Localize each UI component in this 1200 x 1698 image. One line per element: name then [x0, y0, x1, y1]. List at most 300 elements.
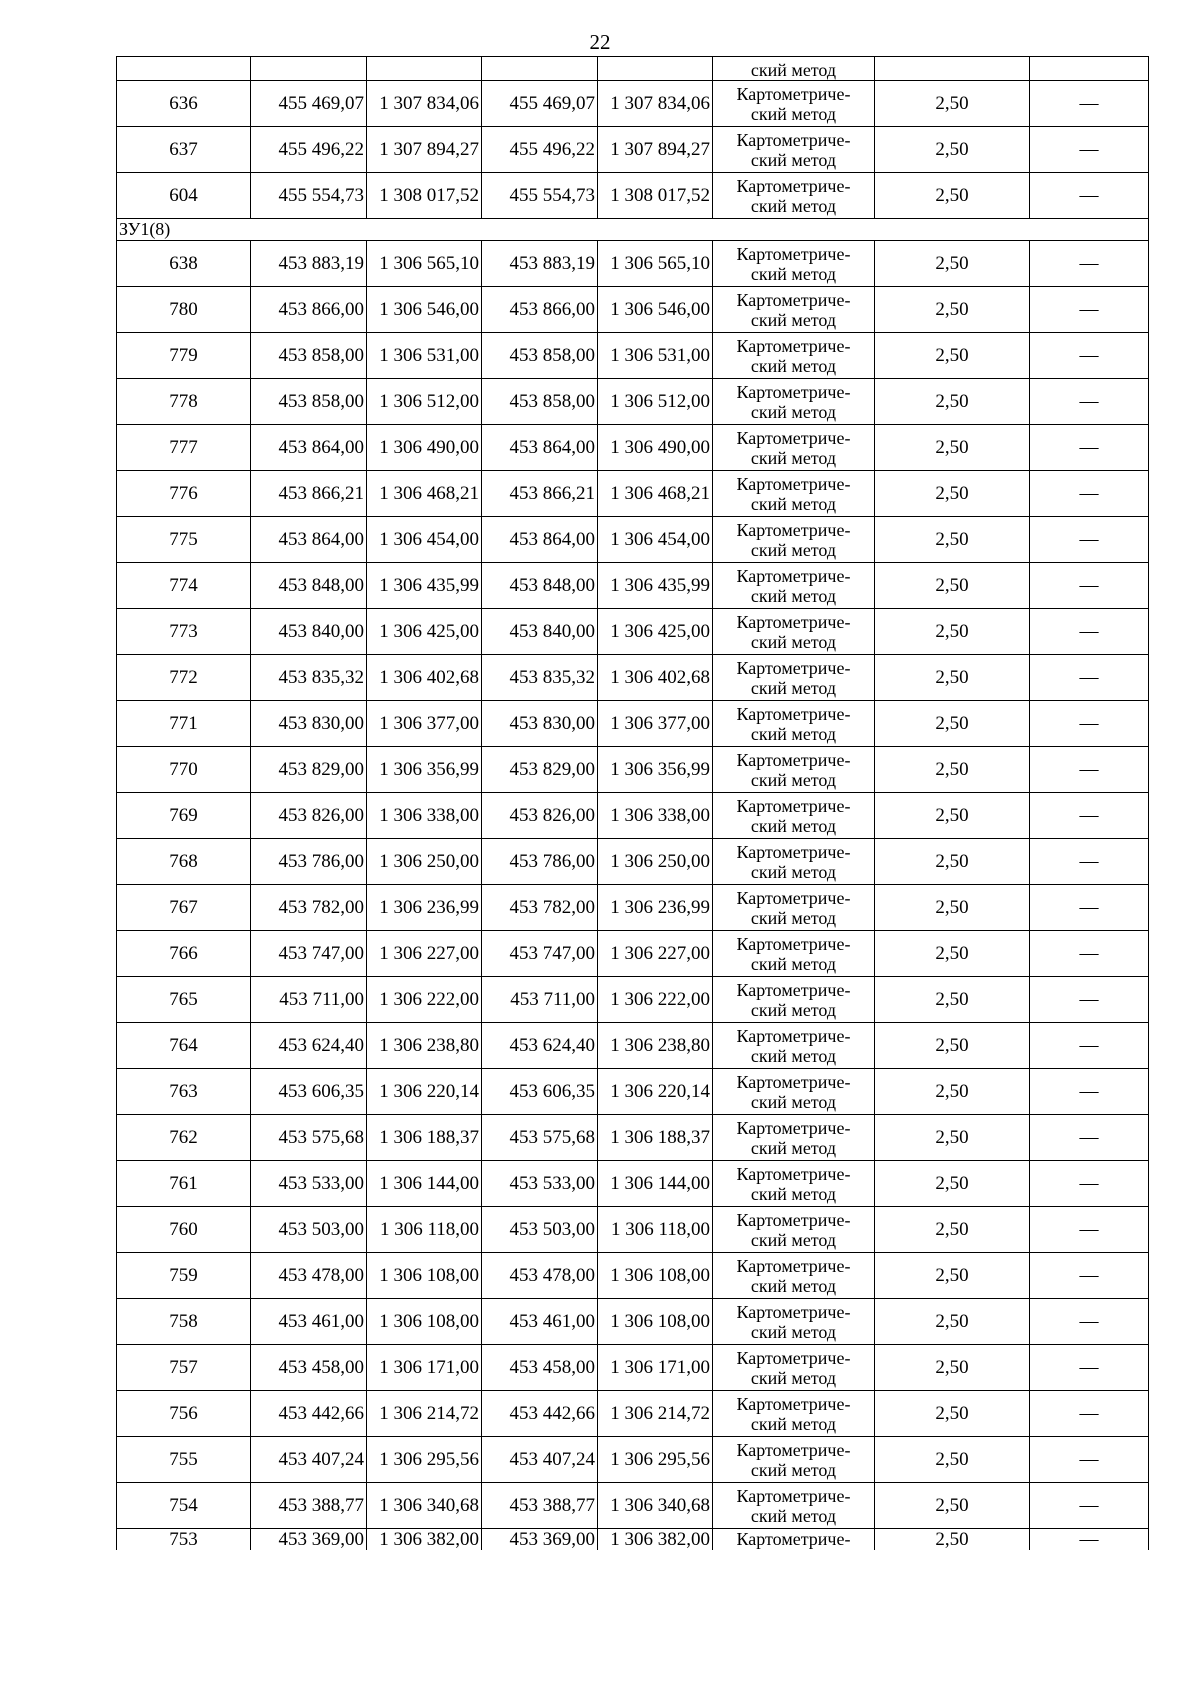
cell-x-existing: 453 864,00: [251, 517, 367, 563]
cell-y-new: 1 306 402,68: [598, 655, 713, 701]
cell-x-existing: 455 469,07: [251, 81, 367, 127]
cell-point: 769: [117, 793, 251, 839]
cell-method: [713, 471, 875, 517]
cell-x-new: 453 830,00: [482, 701, 598, 747]
cell-x-existing: 455 554,73: [251, 173, 367, 219]
cell-accuracy: 2,50: [875, 1483, 1030, 1529]
cell-point: 754: [117, 1483, 251, 1529]
cell-x-new: 453 864,00: [482, 425, 598, 471]
cell-y-existing: 1 306 377,00: [367, 701, 482, 747]
cell-x-new: 453 442,66: [482, 1391, 598, 1437]
method-line-1: Картометриче-: [736, 933, 851, 954]
cell-accuracy: 2,50: [875, 563, 1030, 609]
cell-note: —: [1030, 1161, 1149, 1207]
cell-point: 767: [117, 885, 251, 931]
cell-y-existing: 1 306 402,68: [367, 655, 482, 701]
cell-x-existing: 453 848,00: [251, 563, 367, 609]
method-line-1: Картометриче-: [736, 381, 851, 402]
table-row: [117, 1069, 1149, 1115]
cell-note: —: [1030, 1345, 1149, 1391]
cell-note: —: [1030, 517, 1149, 563]
cell-accuracy: 2,50: [875, 1069, 1030, 1115]
page-number: 22: [589, 30, 611, 54]
cell-y-existing: 1 307 894,27: [367, 127, 482, 173]
cell-accuracy: 2,50: [875, 1437, 1030, 1483]
cell-x-new: 453 711,00: [482, 977, 598, 1023]
cell-note: —: [1030, 747, 1149, 793]
cell-y-existing: 1 306 565,10: [367, 241, 482, 287]
method-line-2: ский метод: [750, 1505, 837, 1526]
cell-y-existing: 1 308 017,52: [367, 173, 482, 219]
cell-accuracy: 2,50: [875, 701, 1030, 747]
cell-x-existing: 453 782,00: [251, 885, 367, 931]
cell-note: —: [1030, 471, 1149, 517]
cell-method: [713, 1069, 875, 1115]
method-line-1: Картометриче-: [736, 1163, 851, 1184]
cell-x-existing: 453 533,00: [251, 1161, 367, 1207]
table-body: [117, 57, 1149, 1551]
table-row: [117, 1483, 1149, 1529]
cell-note: —: [1030, 241, 1149, 287]
cell-point: 762: [117, 1115, 251, 1161]
cell-y-existing: 1 306 188,37: [367, 1115, 482, 1161]
table-row: [117, 793, 1149, 839]
cell-y-existing: 1 306 108,00: [367, 1253, 482, 1299]
cell-method: [713, 1023, 875, 1069]
cell-method: [713, 1529, 875, 1551]
cell-accuracy: 2,50: [875, 655, 1030, 701]
cell-y-existing: 1 306 356,99: [367, 747, 482, 793]
cell-accuracy: 2,50: [875, 931, 1030, 977]
method-line-2: ский метод: [750, 263, 837, 284]
table-row: [117, 173, 1149, 219]
cell-x-existing: 453 711,00: [251, 977, 367, 1023]
cell-y-existing: 1 306 340,68: [367, 1483, 482, 1529]
method-line-1: Картометриче-: [736, 129, 851, 150]
method-line-1: Картометриче-: [736, 473, 851, 494]
cell-y-new: 1 306 118,00: [598, 1207, 713, 1253]
cell-note: —: [1030, 609, 1149, 655]
cell-accuracy: 2,50: [875, 1207, 1030, 1253]
cell-accuracy: 2,50: [875, 1529, 1030, 1551]
method-line-1: Картометриче-: [736, 1529, 851, 1549]
cell-point: 756: [117, 1391, 251, 1437]
method-line-2: ский метод: [750, 355, 837, 376]
cell-point: 778: [117, 379, 251, 425]
cell-x-new: 453 782,00: [482, 885, 598, 931]
cell-x-new: 453 829,00: [482, 747, 598, 793]
cell-x-existing: 453 835,32: [251, 655, 367, 701]
cell-x-new: 455 496,22: [482, 127, 598, 173]
cell-y-new: 1 306 238,80: [598, 1023, 713, 1069]
cell-y-existing: 1 306 531,00: [367, 333, 482, 379]
cell-note: —: [1030, 1391, 1149, 1437]
table-row: [117, 1161, 1149, 1207]
table-row: [117, 563, 1149, 609]
method-line-2: ский метод: [750, 1137, 837, 1158]
cell-x-new: 453 503,00: [482, 1207, 598, 1253]
method-line-2: ский метод: [750, 723, 837, 744]
cell-y-existing: 1 306 220,14: [367, 1069, 482, 1115]
cell-method: [713, 1345, 875, 1391]
table-row: [117, 977, 1149, 1023]
table-row: [117, 241, 1149, 287]
method-line-2: ский метод: [750, 493, 837, 514]
cell-y-new: 1 306 144,00: [598, 1161, 713, 1207]
cell-method: [713, 1161, 875, 1207]
method-line-1: Картометриче-: [736, 1301, 851, 1322]
cell-note: —: [1030, 563, 1149, 609]
cell-y-existing: 1 306 214,72: [367, 1391, 482, 1437]
table-row: [117, 701, 1149, 747]
method-line-1: Картометриче-: [736, 519, 851, 540]
cell-note: —: [1030, 655, 1149, 701]
cell-x-new: 455 554,73: [482, 173, 598, 219]
cell-y-new: 1 306 356,99: [598, 747, 713, 793]
cell-note: —: [1030, 1115, 1149, 1161]
cell-note: —: [1030, 173, 1149, 219]
method-line-2: ский метод: [750, 309, 837, 330]
method-line-1: Картометриче-: [736, 795, 851, 816]
cell-accuracy: 2,50: [875, 885, 1030, 931]
table-row: [117, 839, 1149, 885]
cell-y-new: 1 306 108,00: [598, 1299, 713, 1345]
cell-method: [713, 1299, 875, 1345]
method-line-1: Картометриче-: [736, 887, 851, 908]
table-row: [117, 471, 1149, 517]
cell-y-new: 1 306 565,10: [598, 241, 713, 287]
cell-point: 775: [117, 517, 251, 563]
cell-y-existing: 1 306 250,00: [367, 839, 482, 885]
method-line-2: ский метод: [750, 195, 837, 216]
cell-point: 772: [117, 655, 251, 701]
cell-accuracy: 2,50: [875, 287, 1030, 333]
method-line-1: Картометриче-: [736, 657, 851, 678]
cell-x-new: 453 866,21: [482, 471, 598, 517]
cell-x-existing: 453 624,40: [251, 1023, 367, 1069]
cell-x-new: [482, 57, 598, 81]
cell-y-new: 1 306 227,00: [598, 931, 713, 977]
table-row: [117, 517, 1149, 563]
cell-x-new: 453 458,00: [482, 1345, 598, 1391]
cell-accuracy: 2,50: [875, 1161, 1030, 1207]
table-row: [117, 609, 1149, 655]
cell-method: [713, 885, 875, 931]
cell-method: [713, 609, 875, 655]
method-line-2: ский метод: [750, 1275, 837, 1296]
cell-x-existing: 455 496,22: [251, 127, 367, 173]
method-line-2: ский метод: [750, 1091, 837, 1112]
cell-y-new: 1 306 214,72: [598, 1391, 713, 1437]
cell-method: [713, 747, 875, 793]
table-row: [117, 1345, 1149, 1391]
cell-x-new: 453 786,00: [482, 839, 598, 885]
cell-y-new: 1 307 894,27: [598, 127, 713, 173]
method-line-2: ский метод: [750, 907, 837, 928]
method-line-1: Картометриче-: [736, 749, 851, 770]
table-row: [117, 333, 1149, 379]
method-line-2: ский метод: [750, 815, 837, 836]
cell-y-new: 1 306 171,00: [598, 1345, 713, 1391]
cell-x-existing: 453 858,00: [251, 333, 367, 379]
method-line-1: Картометриче-: [736, 427, 851, 448]
table-row: [117, 1529, 1149, 1551]
cell-note: —: [1030, 931, 1149, 977]
cell-method: [713, 173, 875, 219]
cell-accuracy: 2,50: [875, 1115, 1030, 1161]
cell-y-new: 1 306 490,00: [598, 425, 713, 471]
cell-accuracy: 2,50: [875, 1299, 1030, 1345]
cell-x-new: 453 866,00: [482, 287, 598, 333]
cell-x-existing: 453 858,00: [251, 379, 367, 425]
cell-y-new: 1 306 222,00: [598, 977, 713, 1023]
section-label: ЗУ1(8): [117, 219, 1149, 241]
cell-note: —: [1030, 127, 1149, 173]
cell-accuracy: 2,50: [875, 471, 1030, 517]
method-line-1: Картометриче-: [736, 1485, 851, 1506]
cell-accuracy: 2,50: [875, 333, 1030, 379]
cell-note: —: [1030, 885, 1149, 931]
cell-y-new: [598, 57, 713, 81]
method-line-1: Картометриче-: [736, 83, 851, 104]
cell-note: [1030, 57, 1149, 81]
cell-x-existing: 453 388,77: [251, 1483, 367, 1529]
cell-accuracy: 2,50: [875, 127, 1030, 173]
method-line-2: ский метод: [750, 1367, 837, 1388]
cell-point: 636: [117, 81, 251, 127]
table-row: [117, 425, 1149, 471]
cell-y-new: 1 307 834,06: [598, 81, 713, 127]
cell-method: [713, 793, 875, 839]
cell-method: [713, 563, 875, 609]
cell-method: [713, 931, 875, 977]
cell-y-new: 1 306 531,00: [598, 333, 713, 379]
cell-note: —: [1030, 1069, 1149, 1115]
cell-method: [713, 1207, 875, 1253]
cell-point: 777: [117, 425, 251, 471]
table-row: [117, 655, 1149, 701]
cell-y-existing: 1 306 425,00: [367, 609, 482, 655]
method-line-1: Картометриче-: [736, 289, 851, 310]
cell-y-new: 1 306 295,56: [598, 1437, 713, 1483]
cell-x-existing: 453 786,00: [251, 839, 367, 885]
cell-y-existing: 1 306 338,00: [367, 793, 482, 839]
method-line-1: Картометриче-: [736, 175, 851, 196]
cell-method: [713, 1115, 875, 1161]
table-row: [117, 81, 1149, 127]
cell-y-new: 1 306 468,21: [598, 471, 713, 517]
cell-y-new: 1 306 188,37: [598, 1115, 713, 1161]
method-line-1: Картометриче-: [736, 565, 851, 586]
cell-accuracy: 2,50: [875, 839, 1030, 885]
cell-accuracy: 2,50: [875, 609, 1030, 655]
cell-x-existing: 453 407,24: [251, 1437, 367, 1483]
cell-x-existing: 453 442,66: [251, 1391, 367, 1437]
cell-y-new: 1 306 377,00: [598, 701, 713, 747]
cell-point: 761: [117, 1161, 251, 1207]
method-line-1: Картометриче-: [736, 703, 851, 724]
cell-method: [713, 977, 875, 1023]
cell-y-new: 1 306 108,00: [598, 1253, 713, 1299]
cell-note: —: [1030, 425, 1149, 471]
cell-method: [713, 655, 875, 701]
cell-x-existing: 453 866,21: [251, 471, 367, 517]
method-line-2: ский метод: [750, 1183, 837, 1204]
method-line-1: Картометриче-: [736, 979, 851, 1000]
cell-point: 763: [117, 1069, 251, 1115]
cell-y-new: 1 306 454,00: [598, 517, 713, 563]
cell-y-existing: 1 306 490,00: [367, 425, 482, 471]
cell-y-existing: 1 306 227,00: [367, 931, 482, 977]
method-line-2: ский метод: [750, 401, 837, 422]
cell-y-existing: 1 306 512,00: [367, 379, 482, 425]
cell-x-new: 453 407,24: [482, 1437, 598, 1483]
cell-note: —: [1030, 379, 1149, 425]
table-row: [117, 1391, 1149, 1437]
cell-method: [713, 517, 875, 563]
cell-note: —: [1030, 1253, 1149, 1299]
cell-x-existing: [251, 57, 367, 81]
table-row: [117, 127, 1149, 173]
cell-point: 774: [117, 563, 251, 609]
cell-point: 757: [117, 1345, 251, 1391]
cell-y-new: 1 306 220,14: [598, 1069, 713, 1115]
cell-x-new: 453 835,32: [482, 655, 598, 701]
cell-y-existing: 1 306 108,00: [367, 1299, 482, 1345]
method-line-1: Картометриче-: [736, 611, 851, 632]
cell-x-existing: 453 866,00: [251, 287, 367, 333]
cell-point: 755: [117, 1437, 251, 1483]
cell-x-new: 453 858,00: [482, 379, 598, 425]
cell-x-new: 453 533,00: [482, 1161, 598, 1207]
cell-y-new: 1 306 236,99: [598, 885, 713, 931]
table-row: [117, 1299, 1149, 1345]
cell-x-existing: 453 826,00: [251, 793, 367, 839]
method-line-2: ский метод: [750, 953, 837, 974]
coordinates-table: [116, 56, 1149, 1550]
method-line-2: ский метод: [750, 1459, 837, 1480]
table-row: [117, 379, 1149, 425]
cell-y-new: 1 306 546,00: [598, 287, 713, 333]
cell-accuracy: 2,50: [875, 241, 1030, 287]
method-line-2: ский метод: [750, 861, 837, 882]
method-line-1: Картометриче-: [736, 1117, 851, 1138]
cell-y-existing: 1 306 118,00: [367, 1207, 482, 1253]
cell-accuracy: [875, 57, 1030, 81]
cell-method: [713, 1437, 875, 1483]
cell-y-new: 1 306 340,68: [598, 1483, 713, 1529]
cell-x-existing: 453 864,00: [251, 425, 367, 471]
cell-x-new: 453 606,35: [482, 1069, 598, 1115]
method-line-1: Картометриче-: [736, 1393, 851, 1414]
cell-note: —: [1030, 81, 1149, 127]
method-line-2: ский метод: [750, 999, 837, 1020]
cell-point: 766: [117, 931, 251, 977]
cell-y-existing: 1 306 171,00: [367, 1345, 482, 1391]
cell-note: —: [1030, 1483, 1149, 1529]
cell-point: 771: [117, 701, 251, 747]
cell-method: [713, 1253, 875, 1299]
cell-y-new: 1 308 017,52: [598, 173, 713, 219]
method-line-2: ский метод: [750, 1045, 837, 1066]
table-row: [117, 747, 1149, 793]
method-line-2: ский метод: [750, 1413, 837, 1434]
cell-x-existing: 453 503,00: [251, 1207, 367, 1253]
cell-note: —: [1030, 1207, 1149, 1253]
method-line-2: ский метод: [750, 585, 837, 606]
cell-method: [713, 287, 875, 333]
cell-point: 758: [117, 1299, 251, 1345]
cell-point: 760: [117, 1207, 251, 1253]
cell-point: 759: [117, 1253, 251, 1299]
cell-accuracy: 2,50: [875, 1023, 1030, 1069]
cell-x-new: 455 469,07: [482, 81, 598, 127]
cell-note: —: [1030, 839, 1149, 885]
cell-y-existing: 1 306 222,00: [367, 977, 482, 1023]
cell-method: [713, 81, 875, 127]
cell-y-existing: 1 307 834,06: [367, 81, 482, 127]
cell-point: 773: [117, 609, 251, 655]
cell-x-new: 453 747,00: [482, 931, 598, 977]
cell-x-existing: 453 830,00: [251, 701, 367, 747]
method-line-1: Картометриче-: [736, 1209, 851, 1230]
cell-x-existing: 453 575,68: [251, 1115, 367, 1161]
cell-y-new: 1 306 382,00: [598, 1529, 713, 1551]
cell-method: [713, 333, 875, 379]
cell-x-new: 453 388,77: [482, 1483, 598, 1529]
cell-point: 768: [117, 839, 251, 885]
cell-y-new: 1 306 250,00: [598, 839, 713, 885]
table-row: [117, 287, 1149, 333]
cell-y-new: 1 306 425,00: [598, 609, 713, 655]
cell-method: ский метод: [713, 57, 875, 81]
cell-x-existing: 453 461,00: [251, 1299, 367, 1345]
method-line-2: ский метод: [750, 149, 837, 170]
method-line-2: ский метод: [750, 447, 837, 468]
cell-note: —: [1030, 1529, 1149, 1551]
cell-x-new: 453 575,68: [482, 1115, 598, 1161]
cell-x-existing: 453 369,00: [251, 1529, 367, 1551]
cell-y-existing: 1 306 454,00: [367, 517, 482, 563]
method-line-2: ский метод: [750, 103, 837, 124]
cell-x-existing: 453 458,00: [251, 1345, 367, 1391]
cell-y-existing: 1 306 236,99: [367, 885, 482, 931]
table-row: [117, 1207, 1149, 1253]
cell-accuracy: 2,50: [875, 425, 1030, 471]
method-line-1: Картометриче-: [736, 335, 851, 356]
cell-y-existing: 1 306 468,21: [367, 471, 482, 517]
cell-point: 753: [117, 1529, 251, 1551]
cell-x-new: 453 848,00: [482, 563, 598, 609]
section-row: [117, 219, 1149, 241]
cell-accuracy: 2,50: [875, 81, 1030, 127]
cell-x-new: 453 478,00: [482, 1253, 598, 1299]
method-line-2: ский метод: [750, 631, 837, 652]
cell-method: [713, 127, 875, 173]
cell-x-existing: 453 829,00: [251, 747, 367, 793]
cell-y-existing: [367, 57, 482, 81]
method-line-1: Картометриче-: [736, 841, 851, 862]
cell-x-existing: 453 883,19: [251, 241, 367, 287]
cell-y-existing: 1 306 238,80: [367, 1023, 482, 1069]
cell-accuracy: 2,50: [875, 747, 1030, 793]
cell-x-existing: 453 840,00: [251, 609, 367, 655]
cell-accuracy: 2,50: [875, 793, 1030, 839]
cell-accuracy: 2,50: [875, 977, 1030, 1023]
cell-note: —: [1030, 333, 1149, 379]
method-line-1: Картометриче-: [736, 1255, 851, 1276]
method-line-2: ский метод: [750, 1321, 837, 1342]
